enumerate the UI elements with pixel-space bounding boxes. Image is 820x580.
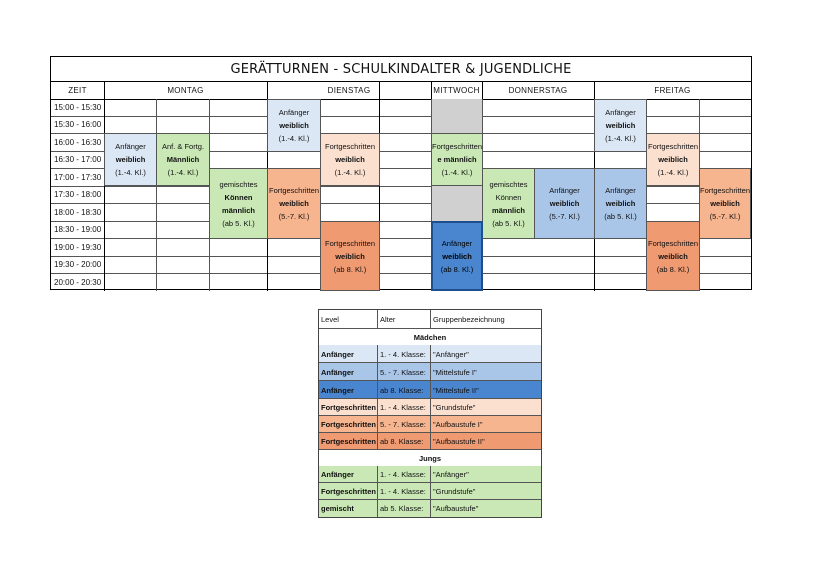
schedule-table <box>50 56 752 290</box>
legend-gruppe: "Anfänger" <box>433 470 469 479</box>
time-label: 15:00 - 15:30 <box>54 103 102 112</box>
time-label: 19:00 - 19:30 <box>54 243 102 252</box>
legend-row <box>319 500 541 517</box>
session-line: weiblich <box>605 121 636 130</box>
legend-row <box>319 399 541 416</box>
session-line: weiblich <box>335 155 365 164</box>
legend-gruppe: "Aufbaustufe II" <box>433 437 485 446</box>
session-fr-fortgeschritten-1 <box>646 133 700 186</box>
legend-gruppe: "Aufbaustufe" <box>433 504 479 513</box>
legend-gruppe: "Grundstufe" <box>433 403 476 412</box>
session-line: Anf. & Fortg. <box>161 142 205 151</box>
session-line: Anfänger <box>441 238 473 248</box>
header-mittwoch: MITTWOCH <box>433 86 480 95</box>
time-label: 16:30 - 17:00 <box>54 155 102 164</box>
session-line: (1.-4. Kl.) <box>278 134 310 143</box>
legend-alter: ab 8. Klasse: <box>378 433 431 450</box>
legend-gruppe: "Mittelstufe I" <box>433 367 477 377</box>
time-label: 20:00 - 20:30 <box>54 278 102 287</box>
session-mo-anf-fortg <box>156 133 210 186</box>
header-freitag: FREITAG <box>654 86 691 95</box>
session-line: weiblich <box>442 251 472 261</box>
session-line: (ab 8. Kl.) <box>440 264 474 274</box>
session-line: weiblich <box>335 251 365 261</box>
session-line: (1.-4. Kl.) <box>167 168 199 177</box>
session-do-anfaenger-2 <box>534 168 595 239</box>
legend-level: Anfänger <box>319 345 378 363</box>
session-line: Fortgeschritten <box>431 142 483 151</box>
time-label: 16:00 - 16:30 <box>54 138 102 147</box>
legend-table <box>318 309 542 518</box>
legend-level: Fortgeschritten <box>319 433 378 450</box>
legend-row <box>319 433 541 450</box>
session-line: (5.-7. Kl.) <box>709 212 741 221</box>
session-line: Anfänger <box>605 108 636 117</box>
session-line: Fortgeschritten <box>324 238 376 248</box>
col-line <box>104 82 105 291</box>
legend-level: Anfänger <box>319 381 378 399</box>
legend-header-gruppe: Gruppenbezeichnung <box>433 315 505 324</box>
legend-level: Anfänger <box>319 466 378 483</box>
time-label: 17:00 - 17:30 <box>54 173 102 182</box>
legend-level: Fortgeschritten <box>319 483 378 500</box>
session-di-fortgeschritten-1 <box>320 133 380 186</box>
session-line: (1.-4. Kl.) <box>441 168 473 177</box>
session-line: weiblich <box>279 199 309 208</box>
session-line: Können männlich <box>222 192 255 215</box>
legend-row <box>319 381 541 399</box>
legend-alter: 1. - 4. Klasse: <box>378 345 431 363</box>
session-line: (1.-4. Kl.) <box>115 168 146 177</box>
session-line: weiblich <box>710 199 740 208</box>
legend-gruppe: "Aufbaustufe I" <box>433 420 483 429</box>
legend-row <box>319 363 541 381</box>
legend-gruppe: "Anfänger" <box>433 349 469 359</box>
legend-header-alter: Alter <box>378 310 431 329</box>
header-donnerstag: DONNERSTAG <box>508 86 568 95</box>
legend-alter: 5. - 7. Klasse: <box>378 363 431 381</box>
legend-header-row <box>319 310 541 329</box>
session-do-gemischt <box>482 168 535 239</box>
session-fr-fortgeschritten-3 <box>646 221 700 291</box>
legend-gruppe: "Mittelstufe II" <box>433 385 479 395</box>
session-mo-gemischt <box>209 168 268 239</box>
session-mo-anfaenger <box>104 133 157 186</box>
legend-row <box>319 416 541 433</box>
time-label: 18:00 - 18:30 <box>54 208 102 217</box>
session-line: weiblich <box>279 121 309 130</box>
session-line: Fortgeschritten <box>647 142 699 151</box>
session-line: (1.-4. Kl.) <box>605 134 636 143</box>
session-line: (ab 8. Kl.) <box>656 264 690 274</box>
session-line: Fortgeschritten <box>268 186 320 195</box>
legend-alter: ab 8. Klasse: <box>378 381 431 399</box>
session-line: (1.-4. Kl.) <box>657 168 689 177</box>
time-label: 17:30 - 18:00 <box>54 190 102 199</box>
schedule-title: GERÄTTURNEN - SCHULKINDALTER & JUGENDLICHE <box>51 57 751 82</box>
session-line: (ab 5. Kl.) <box>492 218 525 228</box>
legend-section-jungs: Jungs <box>319 450 541 467</box>
session-line: Können <box>495 192 522 202</box>
legend-alter: ab 5. Klasse: <box>378 500 431 517</box>
header-dienstag: DIENSTAG <box>327 86 371 95</box>
session-line: Anfänger <box>549 186 580 195</box>
header-zeit: ZEIT <box>68 86 87 95</box>
session-line: Anfänger <box>605 186 636 195</box>
session-line: weiblich <box>115 155 146 164</box>
session-line: Fortgeschritten <box>324 142 376 151</box>
legend-header-level: Level <box>319 310 378 329</box>
legend-alter: 1. - 4. Klasse: <box>378 399 431 416</box>
session-do-anfaenger-3 <box>431 221 483 291</box>
legend-level: Anfänger <box>319 363 378 381</box>
session-line: Fortgeschritten <box>699 186 751 195</box>
legend-row <box>319 345 541 363</box>
session-line: (ab 5. Kl.) <box>222 218 255 228</box>
session-line: Anfänger <box>278 108 310 117</box>
legend-alter: 1. - 4. Klasse: <box>378 483 431 500</box>
legend-row <box>319 466 541 483</box>
legend-row <box>319 483 541 500</box>
legend-level: Fortgeschritten <box>319 399 378 416</box>
session-line: weiblich <box>658 155 688 164</box>
session-line: (ab 8. Kl.) <box>333 264 367 274</box>
session-fr-anfaenger-2 <box>594 168 647 239</box>
time-label: 15:30 - 16:00 <box>54 120 102 129</box>
legend-level: gemischt <box>319 500 378 517</box>
legend-gruppe: "Grundstufe" <box>433 487 476 496</box>
session-line: e männlich <box>437 155 477 164</box>
session-line: (ab 5. Kl.) <box>604 212 637 221</box>
time-label: 19:30 - 20:00 <box>54 260 102 269</box>
session-di-fortgeschritten-3 <box>320 221 380 291</box>
session-di-fortgeschritten-2 <box>267 168 321 239</box>
time-label: 18:30 - 19:00 <box>54 225 102 234</box>
session-line: Männlich <box>166 155 200 164</box>
legend-alter: 5. - 7. Klasse: <box>378 416 431 433</box>
session-do-fortgeschritten <box>431 133 483 186</box>
col-line <box>156 99 157 291</box>
session-line: (5.-7. Kl.) <box>278 212 310 221</box>
legend-section-maedchen: Mädchen <box>319 329 541 346</box>
session-fr-anfaenger-1 <box>594 99 647 152</box>
session-line: gemischtes <box>489 179 528 189</box>
session-line: weiblich <box>605 199 636 208</box>
header-montag: MONTAG <box>167 86 204 95</box>
session-line: weiblich <box>658 251 688 261</box>
session-di-anfaenger <box>267 99 321 152</box>
legend-level: Fortgeschritten <box>319 416 378 433</box>
session-line: Anfänger <box>115 142 146 151</box>
session-line: Fortgeschritten <box>647 238 699 248</box>
session-line: weiblich <box>549 199 580 208</box>
legend-alter: 1. - 4. Klasse: <box>378 466 431 483</box>
session-fr-fortgeschritten-2 <box>699 168 751 239</box>
session-line: (1.-4. Kl.) <box>334 168 366 177</box>
session-line: (5.-7. Kl.) <box>549 212 580 221</box>
session-line: gemischtes <box>219 179 258 189</box>
session-line: männlich <box>492 205 525 215</box>
